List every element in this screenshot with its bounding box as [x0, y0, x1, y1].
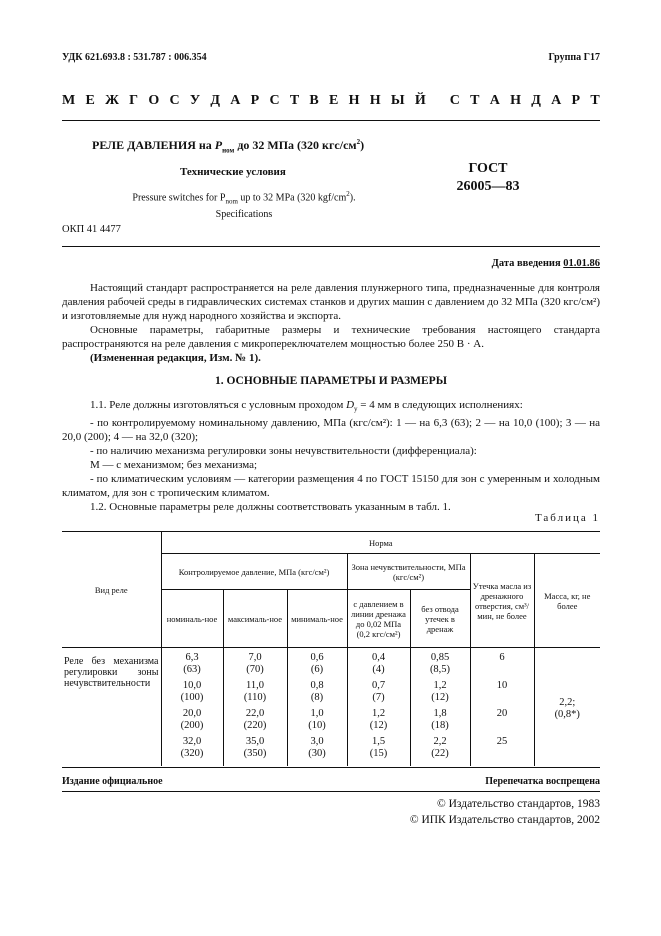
cell-max: 7,0 (70): [223, 648, 287, 677]
cell-nom: 6,3 (63): [161, 648, 223, 677]
th-zone-b: без отвода утечек в дренаж: [410, 590, 470, 648]
cell-zone-b: 2,2 (22): [410, 732, 470, 766]
cell-zone-a: 0,4 (4): [347, 648, 410, 677]
banner-l13: Е: [329, 93, 339, 108]
cell-leak: 6: [470, 648, 534, 677]
th-pressure: Контролируемое давление, МПа (кгс/см²): [161, 554, 347, 590]
banner-l12: В: [309, 93, 319, 108]
copyright-1983: © Издательство стандартов, 1983: [436, 798, 600, 810]
banner-l15: Н: [369, 93, 381, 108]
banner-l6: У: [189, 93, 201, 108]
cell-leak: 20: [470, 704, 534, 732]
row-label: Реле без механизма регулировки зоны нечувствительности: [62, 648, 161, 767]
banner-r0: С: [449, 93, 460, 108]
banner-l10: С: [269, 93, 280, 108]
udk-code: УДК 621.693.8 : 531.787 : 006.354: [62, 52, 207, 63]
header-rule: [62, 120, 600, 121]
footer-rule: [62, 791, 600, 792]
banner-l0: М: [62, 93, 76, 108]
th-max: максималь-ное: [223, 590, 287, 648]
reprint-notice: Перепечатка воспрещена: [485, 776, 600, 787]
s1-l3: М — с механизмом; без механизма;: [90, 459, 258, 472]
cell-zone-b: 1,2 (12): [410, 676, 470, 704]
doc-title: РЕЛЕ ДАВЛЕНИЯ на $P_{ном}$ до 32 МПа (320 кгс/$см^2$): [92, 138, 365, 155]
table-bottom-rule: [62, 767, 600, 768]
s1-p1: 1.1. Реле должны изготовляться с условным проходом $D_у = 4$ мм в следующих исполнениях:: [90, 399, 523, 414]
cell-zone-a: 0,7 (7): [347, 676, 410, 704]
banner-l11: Т: [289, 93, 300, 108]
banner-r3: Н: [510, 93, 522, 108]
cell-mass: 2,2; (0,8*): [534, 648, 600, 767]
intro-p1: Настоящий стандарт распространяется на реле давления плунжерного типа, предназначенные для контроля давления рабочей среды в гидравлических системах станков и других машин с давлением до 32 МПа (320 кгс/см²) и изготовляемые для нужд народного хозяйства и экспорта.: [62, 282, 600, 322]
s1-l4: - по климатическим условиям — категории размещения 4 по ГОСТ 15150 для зон с умеренным и холодным климатом, для зон с тропическим климатом.: [62, 473, 600, 500]
cell-nom: 10,0 (100): [161, 676, 223, 704]
banner-l17: Й: [414, 93, 426, 108]
banner-gap: [436, 93, 440, 109]
copyright-2002: © ИПК Издательство стандартов, 2002: [409, 814, 600, 826]
s1-p2: 1.2. Основные параметры реле должны соответствовать указанным в табл. 1.: [90, 501, 451, 514]
th-mass: Масса, кг, не более: [534, 554, 600, 648]
okp-rule: [62, 246, 600, 247]
banner-l5: С: [169, 93, 180, 108]
banner-r5: А: [551, 93, 562, 108]
cell-max: 22,0 (220): [223, 704, 287, 732]
cell-nom: 20,0 (200): [161, 704, 223, 732]
cell-min: 0,6 (6): [287, 648, 347, 677]
cell-min: 3,0 (30): [287, 732, 347, 766]
intro-p3: (Измененная редакция, Изм. № 1).: [90, 352, 261, 364]
banner-l9: Р: [250, 93, 260, 108]
intro-date: Дата введения 01.01.86: [491, 258, 600, 269]
section-heading: 1. ОСНОВНЫЕ ПАРАМЕТРЫ И РАЗМЕРЫ: [214, 375, 448, 387]
intro-p2: Основные параметры, габаритные размеры и технические требования настоящего стандарта распространяются на реле давления с микропереключателем мощностью более 250 В · А.: [62, 324, 600, 350]
banner-l1: Е: [85, 93, 95, 108]
cell-max: 35,0 (350): [223, 732, 287, 766]
s1-l2: - по наличию механизма регулировки зоны нечувствительности (дифференциала):: [90, 445, 477, 458]
cell-zone-a: 1,2 (12): [347, 704, 410, 732]
banner-r2: А: [489, 93, 500, 108]
banner-l4: О: [148, 93, 160, 108]
th-min: минималь-ное: [287, 590, 347, 648]
official-edition: Издание официальное: [62, 776, 163, 787]
params-table: [62, 531, 600, 766]
banner-r7: Т: [590, 93, 600, 108]
banner-r6: Р: [571, 93, 581, 108]
th-nom: номиналь-ное: [161, 590, 223, 648]
banner-l7: Д: [210, 93, 221, 108]
cell-min: 0,8 (8): [287, 676, 347, 704]
cell-leak: 25: [470, 732, 534, 766]
th-leak: Утечка масла из дренажного отверстия, см³/мин, не более: [470, 554, 534, 648]
cell-zone-a: 1,5 (15): [347, 732, 410, 766]
standard-banner: [62, 93, 600, 109]
banner-l8: А: [230, 93, 241, 108]
th-zone-a: с давлением в линии дренажа до 0,02 МПа (0,2 кгс/см²): [347, 590, 410, 648]
banner-l14: Н: [348, 93, 360, 108]
cell-max: 11,0 (110): [223, 676, 287, 704]
banner-l2: Ж: [105, 93, 119, 108]
okp-code: ОКП 41 4477: [62, 224, 121, 235]
th-norm: Норма: [161, 532, 600, 554]
cell-nom: 32,0 (320): [161, 732, 223, 766]
cell-min: 1,0 (10): [287, 704, 347, 732]
cell-zone-b: 0,85 (8,5): [410, 648, 470, 677]
banner-r4: Д: [531, 93, 541, 108]
banner-r1: Т: [470, 93, 480, 108]
table-caption: Таблица 1: [534, 512, 600, 524]
section1-text: [62, 398, 600, 514]
cell-leak: 10: [470, 676, 534, 704]
group-code: Группа Г17: [548, 52, 600, 63]
banner-l16: Ы: [390, 93, 405, 108]
banner-l3: Г: [129, 93, 139, 108]
table-row: [62, 648, 600, 677]
cell-zone-b: 1,8 (18): [410, 704, 470, 732]
s1-l1: - по контролируемому номинальному давлению, МПа (кгс/см²): 1 — на 6,3 (63); 2 — на 10,0 (100); 3 — на 20,0 (200); 4 — на 32,0 (320);: [62, 417, 600, 444]
th-type: Вид реле: [62, 532, 161, 648]
th-zone: Зона нечувствительности, МПа (кгс/см²): [347, 554, 470, 590]
english-title: Pressure switches for $P_{nom}$ up to 32 MPa (320 kgf/$cm^2$). Specifications: [132, 190, 356, 221]
doc-subtitle: Технические условия: [180, 166, 286, 178]
gost-number: ГОСТ 26005—83: [456, 161, 520, 194]
intro-text: [62, 281, 600, 365]
